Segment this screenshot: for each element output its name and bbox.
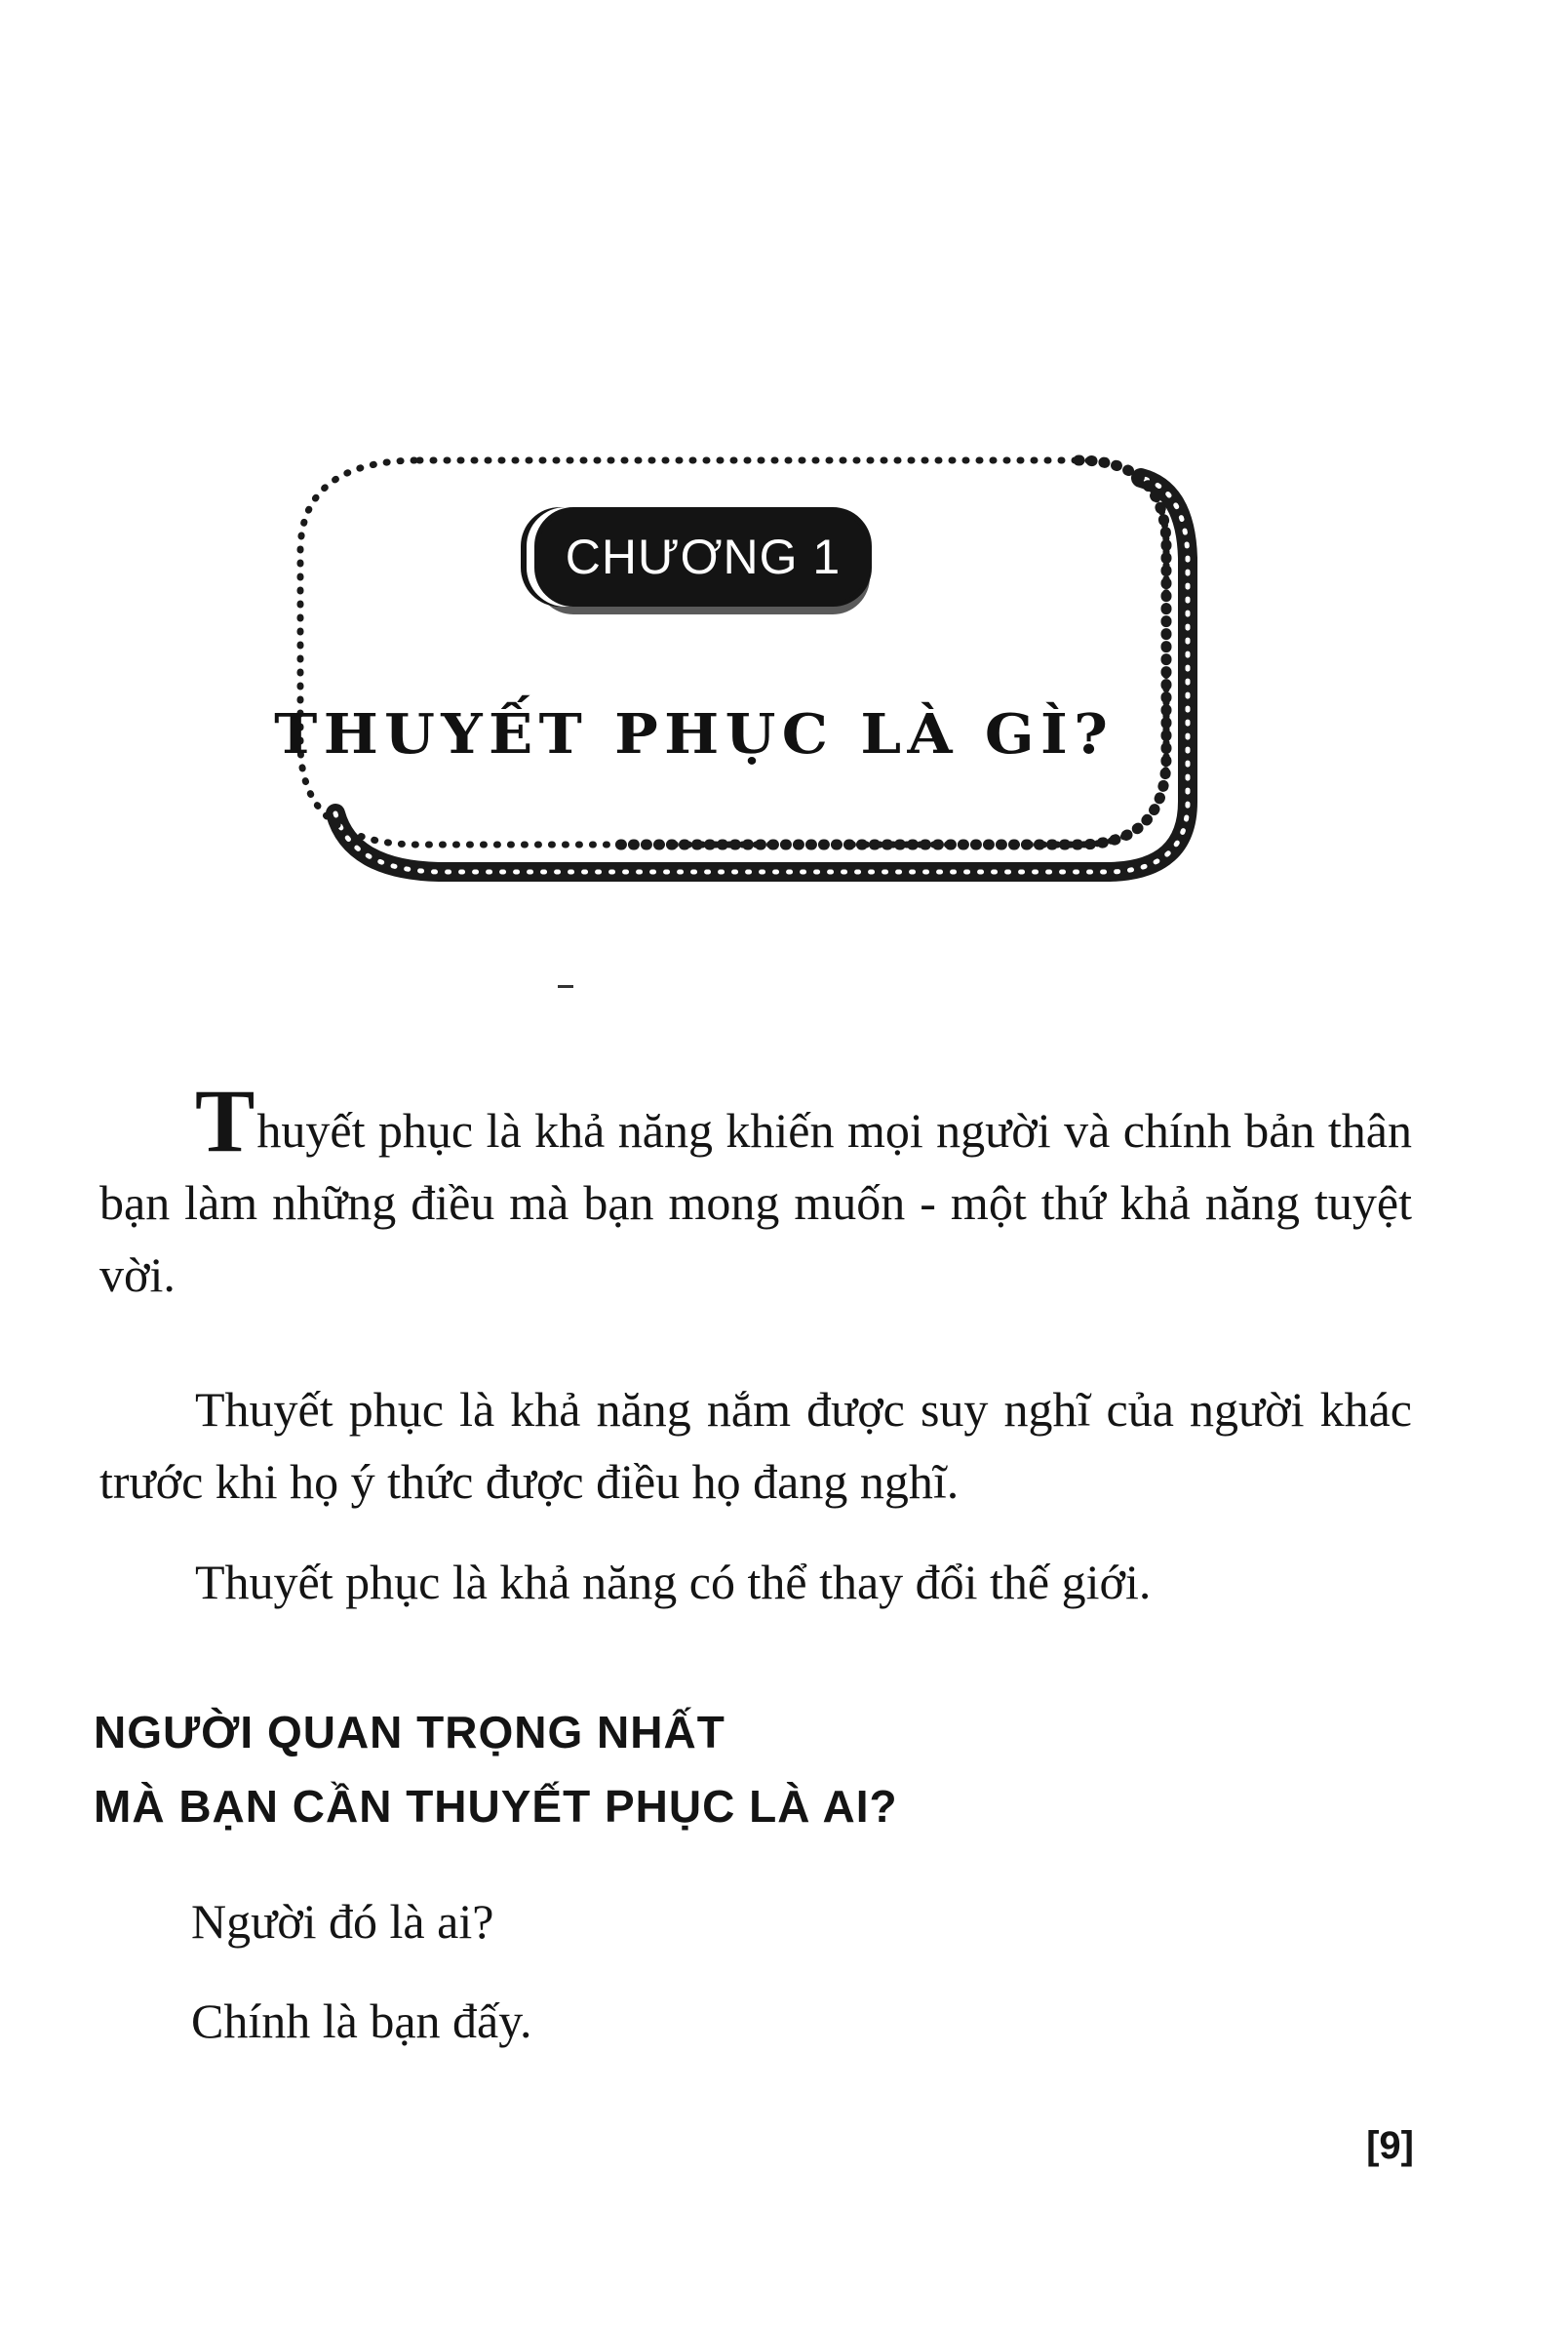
- paragraph-1: [99, 1071, 1412, 1311]
- paragraph-1-text: huyết phục là khả năng khiến mọi người và chính bản thân bạn làm những điều mà bạn mong muốn - một thứ khả năng tuyệt vời.: [99, 1103, 1412, 1302]
- question-text: Người đó là ai?: [191, 1894, 494, 1949]
- chapter-header-frame: [274, 451, 1209, 860]
- ink-mark: [558, 985, 573, 988]
- paragraph-2: Thuyết phục là khả năng nắm được suy nghĩ của người khác trước khi họ ý thức được điều họ đang nghĩ.: [99, 1382, 1412, 1509]
- answer-text: Chính là bạn đấy.: [191, 1993, 532, 2048]
- page-number: [9]: [1366, 2124, 1414, 2167]
- chapter-label-badge: [534, 507, 872, 607]
- section-heading-line-2: MÀ BẠN CẦN THUYẾT PHỤC LÀ AI?: [94, 1781, 898, 1832]
- drop-cap: T: [195, 1071, 255, 1170]
- chapter-label: CHƯƠNG 1: [565, 530, 842, 584]
- section-heading-line-1: NGƯỜI QUAN TRỌNG NHẤT: [94, 1707, 725, 1757]
- paragraph-3: Thuyết phục là khả năng có thể thay đổi thế giới.: [195, 1555, 1152, 1609]
- chapter-title: THUYẾT PHỤC LÀ GÌ?: [274, 702, 1115, 767]
- section-heading: [94, 1695, 1264, 1843]
